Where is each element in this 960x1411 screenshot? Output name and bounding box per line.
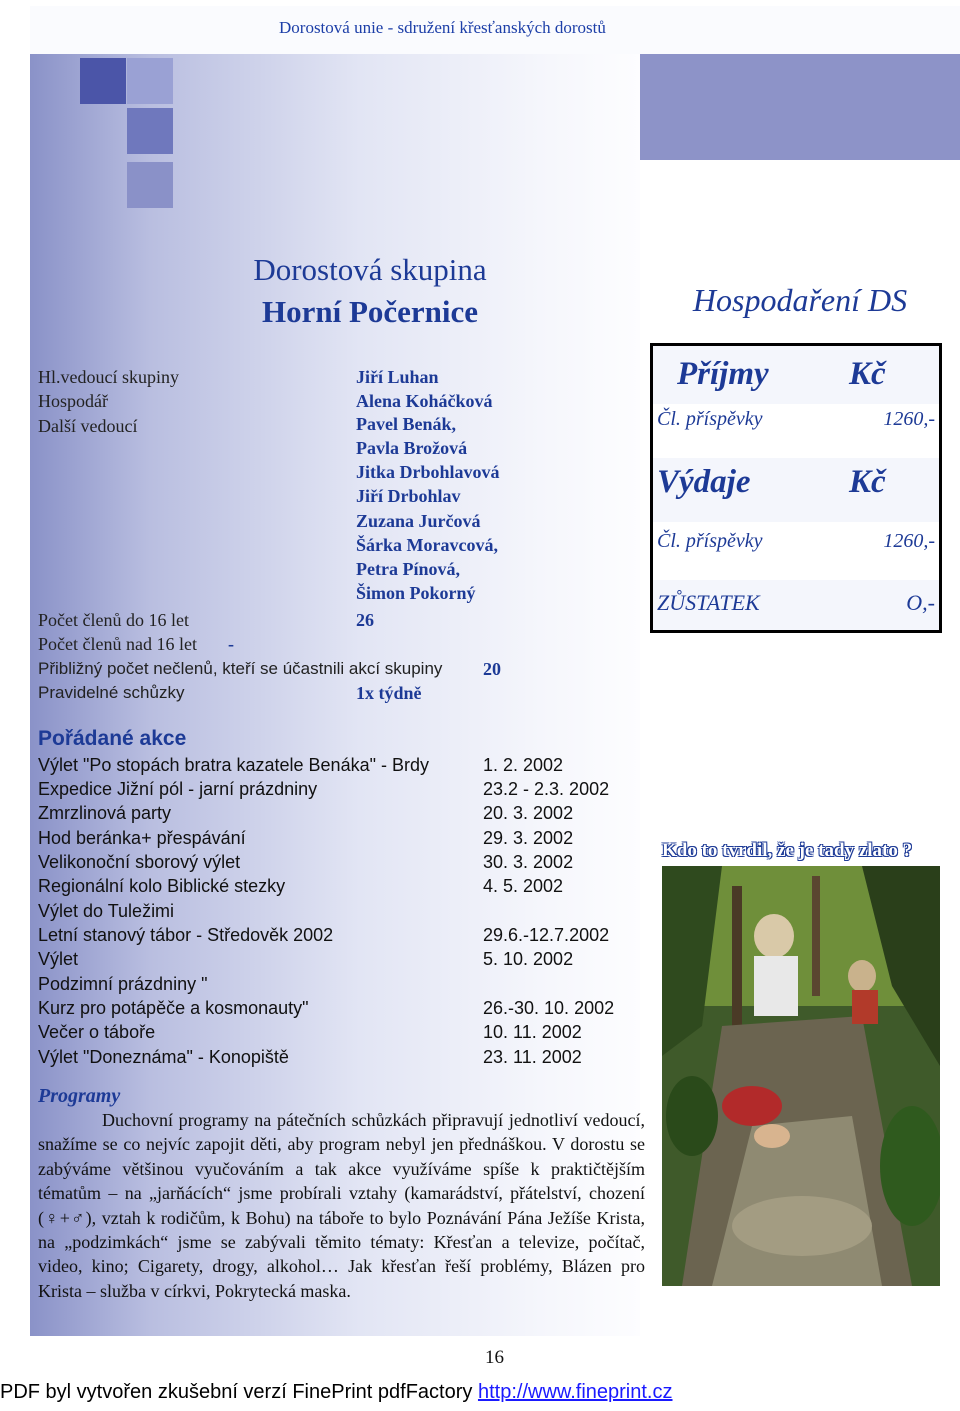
page-number: 16 [485,1347,504,1368]
programs-text: Duchovní programy na pátečních schůzkách připravují jednotliví vedoucí, snažíme se co nejvíc zapojit děti, aby program nebyl jen přednáškou. V dorostu se zabýváme většinou vyučováním a tak akce využíváme spíše k praktičtějším tématům – na „jarňácích“ jsme probírali vztahy (kamarádství, přátelství, chození (♀+♂), vztah k rodičům, k Bohu) na táboře to bylo Poznávání Pána Ježíše Krista, na „podzimkách“ jsme se zabývali těmito tématy: Křesťan a televize, počítač, video, kino; Cigarety, drogy, alkohol… Jak křesťan řeší problémy, Blázen pro Krista – služba v církvi, Pokrytecká maska. [38,1110,645,1301]
expense-currency: Kč [849,464,886,500]
event-date: 29. 3. 2002 [483,828,574,848]
photo-caption: Kdo to tvrdil, že je tady zlato ? [662,840,913,861]
leader-name: Jitka Drbohlavová [356,462,500,482]
event-name: Hod beránka+ přespávání [38,828,246,848]
event-date: 23. 11. 2002 [483,1047,582,1067]
leader-label: Hl.vedoucí skupiny [38,367,179,387]
income-item: Čl. příspěvky [657,408,763,430]
income-currency: Kč [849,356,886,392]
balance-value: O,- [906,590,935,615]
event-name: Expedice Jižní pól - jarní prázdniny [38,779,318,799]
leader-name: Pavel Benák, [356,414,457,434]
meetings-value: 1x týdně [356,683,422,703]
event-name: Zmrzlinová party [38,803,172,823]
over16-label: Počet členů nad 16 let [38,634,197,654]
leader-name: Šárka Moravcová, [356,535,498,555]
nonmembers-value: 20 [483,659,501,679]
decor-square [80,58,126,104]
leader-value: Jiří Luhan [356,367,439,387]
leader-name: Pavla Brožová [356,438,468,458]
leader-name: Jiří Drbohlav [356,486,461,506]
expense-item: Čl. příspěvky [657,530,763,552]
event-name: Výlet do Tuležimi [38,901,175,921]
event-name: Výlet "Doneznáma" - Konopiště [38,1047,289,1067]
event-name: Výlet "Po stopách bratra kazatele Benáka" - Brdy [38,755,429,775]
header-band [640,54,960,160]
footer-link[interactable]: http://www.fineprint.cz [477,1381,673,1403]
decor-square [127,162,173,208]
expense-value: 1260,- [883,530,935,552]
event-name: Velikonoční sborový výlet [38,852,241,872]
page-title-line1: Dorostová skupina [253,252,487,287]
event-name: Výlet [38,949,79,969]
event-name: Večer o táboře [38,1022,156,1042]
event-name: Letní stanový tábor - Středověk 2002 [38,925,334,945]
event-date: 4. 5. 2002 [483,876,564,896]
treasurer-value: Alena Koháčková [356,391,493,411]
under16-value: 26 [356,610,374,630]
income-value: 1260,- [883,408,935,430]
decor-square [127,58,173,104]
finance-title: Hospodaření DS [692,282,908,318]
finance-table [650,343,942,633]
expense-label: Výdaje [657,464,751,500]
photo-gold-panning [662,866,940,1286]
income-label: Příjmy [677,356,769,392]
event-name: Regionální kolo Biblické stezky [38,876,286,896]
other-leaders-label: Další vedoucí [38,416,138,436]
over16-value: - [228,634,234,654]
leader-name: Petra Pínová, [356,559,460,579]
decor-square [127,108,173,154]
meetings-label: Pravidelné schůzky [38,683,185,702]
programs-heading: Programy [38,1085,121,1107]
event-date: 10. 11. 2002 [483,1022,582,1042]
event-date: 29.6.-12.7.2002 [483,925,610,945]
under16-label: Počet členů do 16 let [38,610,189,630]
events-heading: Pořádané akce [38,727,187,750]
leader-name: Zuzana Jurčová [356,511,481,531]
event-date: 23.2 - 2.3. 2002 [483,779,610,799]
balance-label: ZŮSTATEK [657,590,760,615]
nonmembers-label: Přibližný počet nečlenů, kteří se účastnili akcí skupiny [38,659,443,678]
event-date: 26.-30. 10. 2002 [483,998,615,1018]
event-name: Podzimní prázdniny " [38,974,208,994]
event-date: 30. 3. 2002 [483,852,574,872]
event-name: Kurz pro potápěče a kosmonauty" [38,998,309,1018]
page-title-line2: Horní Počernice [261,294,479,329]
event-date: 1. 2. 2002 [483,755,564,775]
treasurer-label: Hospodář [38,391,108,411]
event-date: 20. 3. 2002 [483,803,574,823]
header-org-name: Dorostová unie - sdružení křesťanských dorostů [279,18,606,37]
footer [0,1381,673,1404]
footer-text: PDF byl vytvořen zkušební verzí FinePrint pdfFactory [0,1381,473,1403]
event-date: 5. 10. 2002 [483,949,574,969]
leader-name: Šimon Pokorný [356,583,476,603]
